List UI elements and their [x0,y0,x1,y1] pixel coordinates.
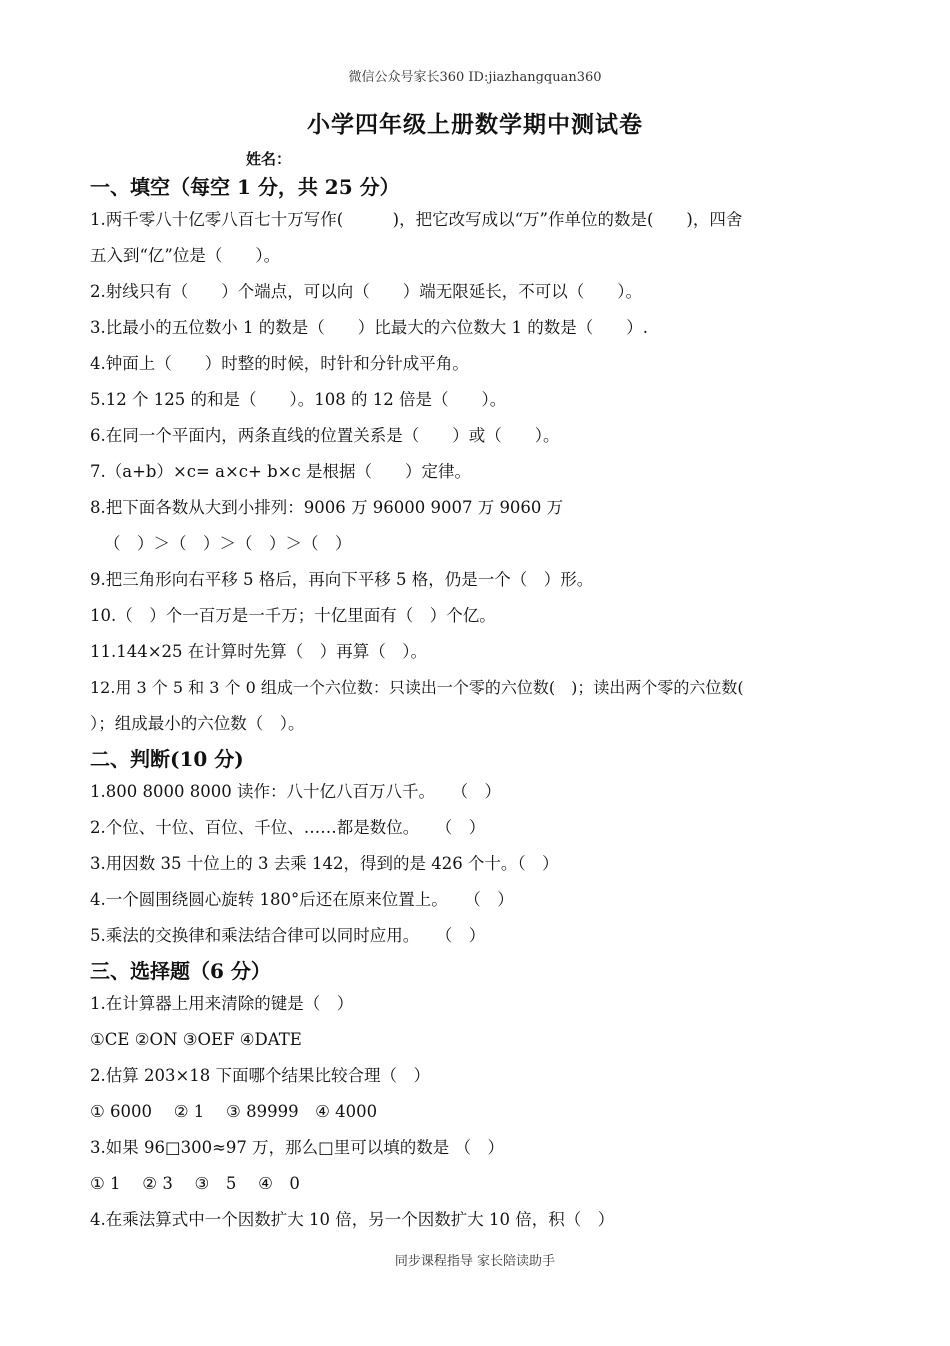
question-line: 8.把下面各数从大到小排列：9006 万 96000 9007 万 9060 万 [90,498,564,517]
question-line: ① 1 ② 3 ③ 5 ④ 0 [90,1174,300,1193]
question-line: ①CE ②ON ③OEF ④DATE [90,1030,302,1049]
question-line: 12.用 3 个 5 和 3 个 0 组成一个六位数：只读出一个零的六位数( )；读出两个零的六位数( [90,678,744,697]
question-line: 10.（ ）个一百万是一千万；十亿里面有（ ）个亿。 [90,606,496,625]
question-line: 2.估算 203×18 下面哪个结果比较合理（ ） [90,1066,431,1085]
question-line: 4.一个圆围绕圆心旋转 180°后还在原来位置上。 （ ） [90,890,514,909]
question-line: （ ）＞（ ）＞（ ）＞（ ） [104,534,352,553]
question-line: 4.在乘法算式中一个因数扩大 10 倍，另一个因数扩大 10 倍，积（ ） [90,1210,615,1229]
question-line: ）；组成最小的六位数（ ）。 [90,714,305,733]
question-line: 1.800 8000 8000 读作：八十亿八百万八千。 （ ） [90,782,501,801]
section-heading-multiple-choice: 三、选择题（6 分） [90,959,271,983]
page-title: 小学四年级上册数学期中测试卷 [307,111,643,138]
question-line: 9.把三角形向右平移 5 格后，再向下平移 5 格，仍是一个（ ）形。 [90,570,594,589]
question-line: 5.乘法的交换律和乘法结合律可以同时应用。 （ ） [90,926,486,945]
exam-content [90,170,870,1238]
question-line: 2.个位、十位、百位、千位、……都是数位。 （ ） [90,818,486,837]
question-line: 6.在同一个平面内，两条直线的位置关系是（ ）或（ ）。 [90,426,560,445]
question-line: 3.比最小的五位数小 1 的数是（ ）比最大的六位数大 1 的数是（ ）. [90,318,648,337]
question-line: 五入到“亿”位是（ ）。 [90,246,281,265]
header-note: 微信公众号家长360 ID:jiazhangquan360 [348,70,602,85]
question-line: 5.12 个 125 的和是（ ）。108 的 12 倍是（ ）。 [90,390,507,409]
question-line: 3.用因数 35 十位上的 3 去乘 142，得到的是 426 个十。（ ） [90,854,559,873]
question-line: 1.在计算器上用来清除的键是（ ） [90,994,354,1013]
name-label: 姓名： [246,150,292,168]
question-line: 11.144×25 在计算时先算（ ）再算（ ）。 [90,642,428,661]
section-heading-true-false: 二、判断(10 分) [90,747,244,771]
question-line: 1.两千零八十亿零八百七十万写作( )，把它改写成以“万”作单位的数是( )，四舍 [90,210,743,229]
footer-note: 同步课程指导 家长陪读助手 [394,1254,556,1269]
question-line: 4.钟面上（ ）时整的时候，时针和分针成平角。 [90,354,469,373]
question-line: ① 6000 ② 1 ③ 89999 ④ 4000 [90,1102,378,1121]
question-line: 2.射线只有（ ）个端点，可以向（ ）端无限延长，不可以（ ）。 [90,282,642,301]
question-line: 7.（a+b）×c= a×c+ b×c 是根据（ ）定律。 [90,462,471,481]
question-line: 3.如果 96□300≈97 万，那么□里可以填的数是 （ ） [90,1138,504,1157]
section-heading-fill-blank: 一、填空（每空 1 分，共 25 分） [90,175,400,199]
